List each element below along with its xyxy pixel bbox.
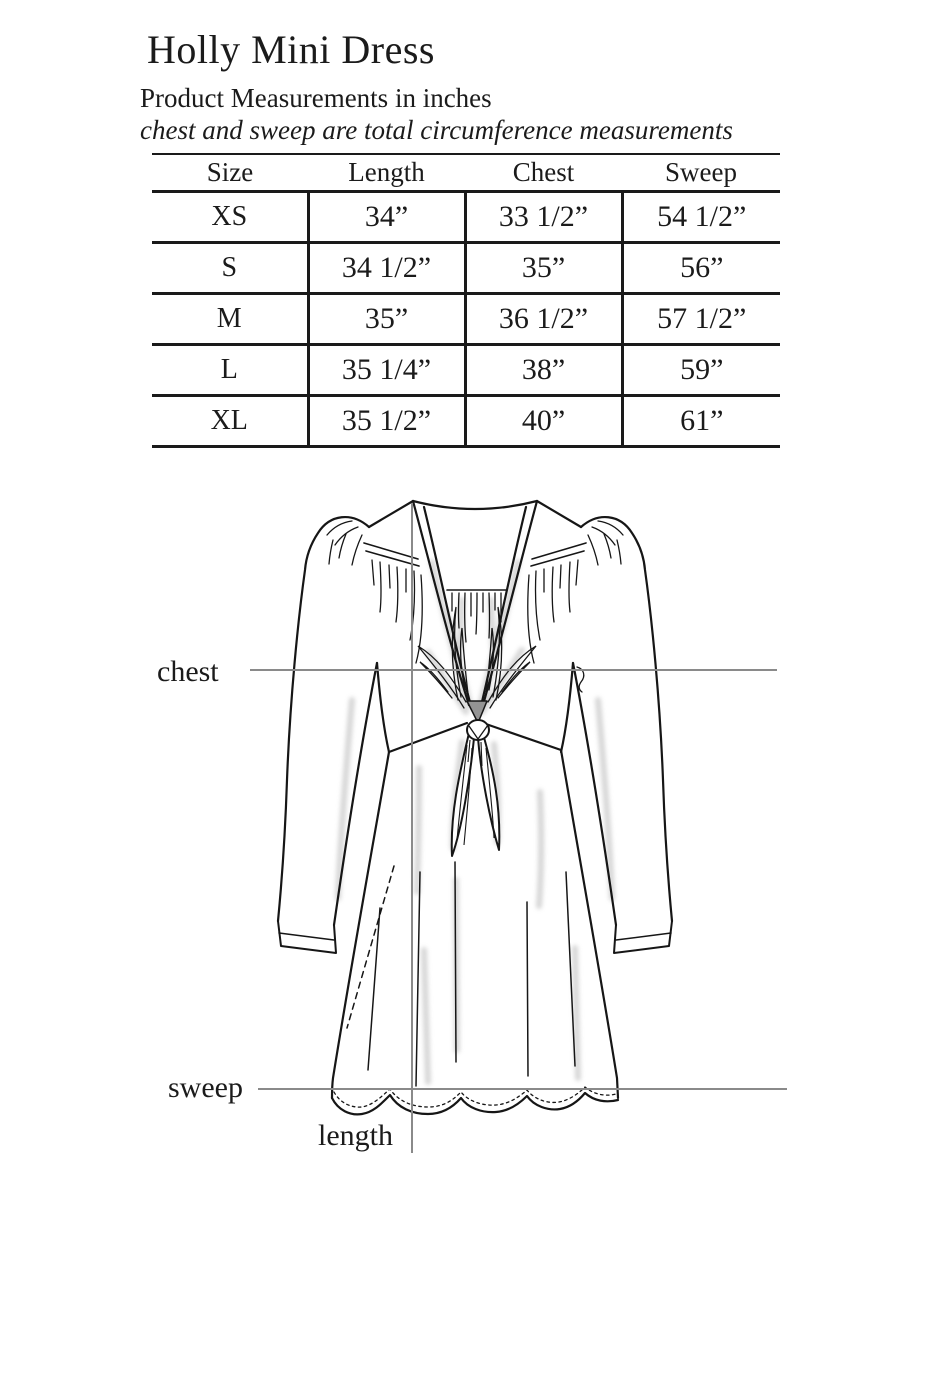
dress-technical-drawing — [0, 478, 940, 1178]
table-row — [152, 294, 780, 345]
fabric-shading — [338, 562, 612, 1082]
measurement-lines — [250, 503, 787, 1153]
page-subtitle: Product Measurements in inches — [140, 83, 492, 113]
sweep-value: 59” — [622, 345, 780, 396]
sweep-value: 57 1/2” — [622, 294, 780, 345]
size-table-header-row — [152, 154, 780, 192]
column-header-size: Size — [152, 154, 308, 192]
size-value: S — [152, 243, 308, 294]
chest-value: 35” — [465, 243, 622, 294]
table-row — [152, 192, 780, 243]
right-cuff — [614, 921, 672, 953]
table-row — [152, 345, 780, 396]
length-value: 34 1/2” — [308, 243, 465, 294]
length-value: 34” — [308, 192, 465, 243]
chest-value: 40” — [465, 396, 622, 447]
chest-value: 38” — [465, 345, 622, 396]
size-value: L — [152, 345, 308, 396]
tie-knot — [452, 701, 500, 856]
sweep-value: 56” — [622, 243, 780, 294]
length-value: 35 1/2” — [308, 396, 465, 447]
size-value: XS — [152, 192, 308, 243]
back-neckline — [413, 501, 537, 509]
table-row — [152, 396, 780, 447]
length-value: 35 1/4” — [308, 345, 465, 396]
chest-value: 36 1/2” — [465, 294, 622, 345]
left-cuff — [278, 921, 336, 953]
size-value: XL — [152, 396, 308, 447]
sweep-label: sweep — [168, 1071, 243, 1104]
column-header-sweep: Sweep — [622, 154, 780, 192]
sweep-value: 54 1/2” — [622, 192, 780, 243]
chest-value: 33 1/2” — [465, 192, 622, 243]
page-title: Holly Mini Dress — [147, 27, 435, 72]
table-row — [152, 243, 780, 294]
length-label: length — [318, 1119, 393, 1152]
size-table — [152, 153, 780, 448]
sweep-value: 61” — [622, 396, 780, 447]
chest-label: chest — [157, 655, 219, 688]
length-value: 35” — [308, 294, 465, 345]
hem-line — [332, 1093, 618, 1114]
size-value: M — [152, 294, 308, 345]
dress-outline — [278, 501, 672, 1114]
waist-seam — [389, 723, 467, 752]
column-header-length: Length — [308, 154, 465, 192]
column-header-chest: Chest — [465, 154, 622, 192]
measurement-note: chest and sweep are total circumference measurements — [140, 115, 733, 145]
